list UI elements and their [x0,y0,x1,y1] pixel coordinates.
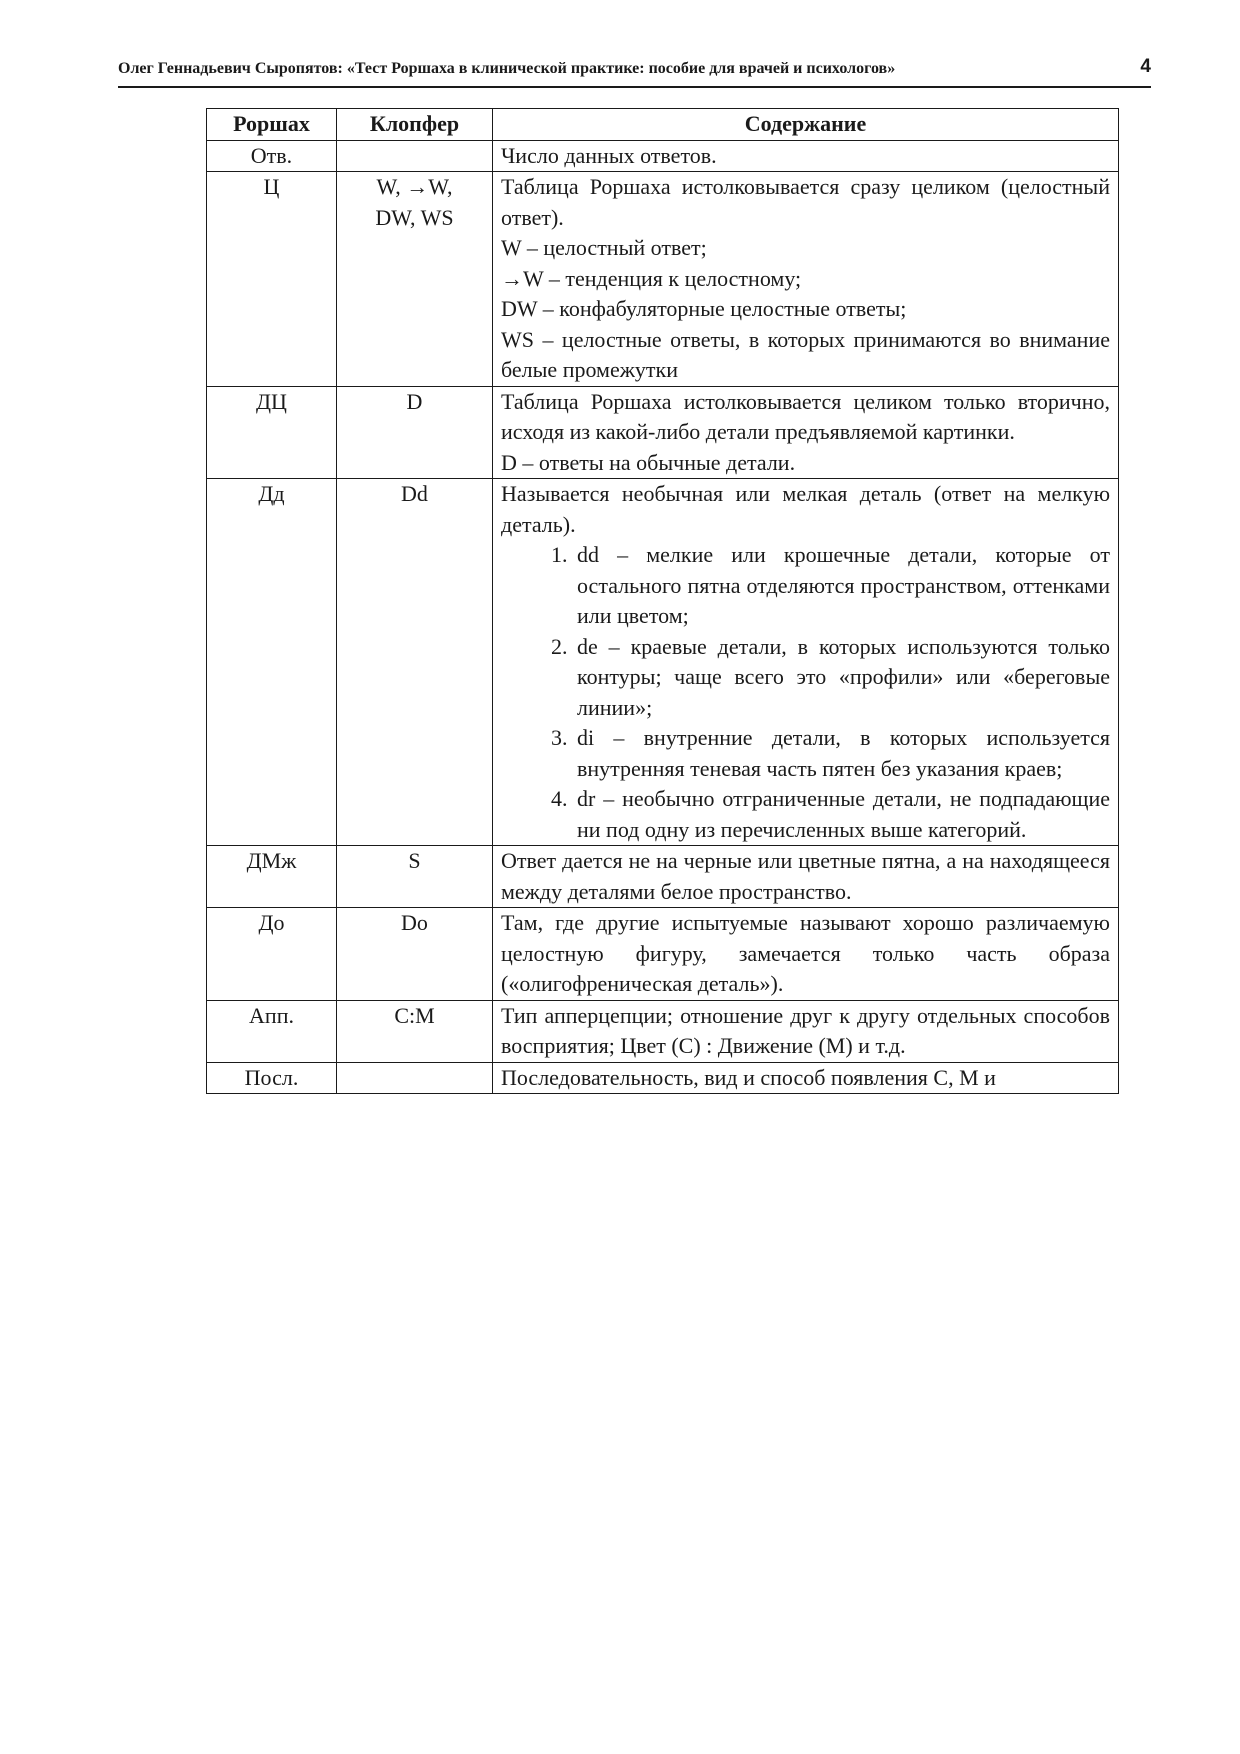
content-paragraph: Называется необычная или мелкая деталь (ответ на мелкую деталь). [501,481,1110,537]
table-row [207,846,1119,908]
rorschach-klopfer-table [206,108,1119,1094]
list-item: 2. de – краевые детали, в которых используются только контуры; чаще всего это «профили» или «береговые линии»; [573,632,1110,724]
content-paragraph: W – целостный ответ; [501,235,707,260]
list-item: 3. di – внутренние детали, в которых используется внутренняя теневая часть пятен без указания краев; [573,723,1110,784]
cell-rorschach: ДЦ [207,386,337,479]
detail-types-list [501,540,1110,845]
table-row [207,172,1119,387]
table-row [207,908,1119,1001]
content-paragraph: Число данных ответов. [501,142,717,168]
table-row [207,386,1119,479]
cell-content [493,172,1119,387]
cell-klopfer: Do [337,908,493,1001]
page-number: 4 [1140,56,1151,77]
cell-content [493,1062,1119,1094]
content-paragraph: Последовательность, вид и способ появления С, М и [501,1064,996,1090]
cell-rorschach: Отв. [207,140,337,172]
content-paragraph: Таблица Роршаха истолковывается целиком только вторично, исходя из какой-либо детали предъявляемой картинки. [501,388,1110,444]
cell-content [493,1000,1119,1062]
content-paragraph: D – ответы на обычные детали. [501,449,796,475]
table-row [207,1062,1119,1094]
table-row [207,479,1119,846]
cell-content [493,846,1119,908]
table-header-row [207,109,1119,141]
cell-content [493,479,1119,846]
content-paragraph: WS – целостные ответы, в которых принимаются во внимание белые промежутки [501,326,1110,382]
cell-rorschach: Апп. [207,1000,337,1062]
column-header-klopfer: Клопфер [337,109,493,141]
cell-rorschach: ДМж [207,846,337,908]
cell-rorschach: До [207,908,337,1001]
content-paragraph: Тип апперцепции; отношение друг к другу отдельных способов восприятия; Цвет (С) : Движение (М) и т.д. [501,1002,1110,1058]
cell-klopfer [337,140,493,172]
cell-klopfer: W, →W, DW, WS [337,172,493,387]
content-paragraph: Ответ дается не на черные или цветные пятна, а на находящееся между деталями белое пространство. [501,848,1110,904]
cell-content [493,386,1119,479]
list-item: 4. dr – необычно отграниченные детали, не подпадающие ни под одну из перечисленных выше категорий. [573,784,1110,845]
content-paragraph: →W – тенденция к целостному; [501,265,802,291]
content-paragraph: Таблица Роршаха истолковывается сразу целиком (целостный ответ). [501,174,1110,230]
table-row [207,1000,1119,1062]
running-header-title: Олег Геннадьевич Сыропятов: «Тест Роршаха в клинической практике: пособие для врачей и психологов» [118,60,896,77]
cell-klopfer: S [337,846,493,908]
cell-klopfer: D [337,386,493,479]
cell-content [493,140,1119,172]
page-header [118,56,1151,88]
cell-content [493,908,1119,1001]
content-paragraph: DW – конфабуляторные целостные ответы; [501,296,907,321]
table-row [207,140,1119,172]
cell-rorschach: Дд [207,479,337,846]
list-item: 1. dd – мелкие или крошечные детали, которые от остального пятна отделяются пространством, оттенками или цветом; [573,540,1110,632]
column-header-content: Содержание [493,109,1119,141]
cell-klopfer: С:М [337,1000,493,1062]
column-header-rorschach: Роршах [207,109,337,141]
cell-klopfer [337,1062,493,1094]
content-paragraph: Там, где другие испытуемые называют хорошо различаемую целостную фигуру, замечается только часть образа («олигофреническая деталь»). [501,910,1110,996]
cell-rorschach: Ц [207,172,337,387]
cell-klopfer: Dd [337,479,493,846]
cell-rorschach: Посл. [207,1062,337,1094]
